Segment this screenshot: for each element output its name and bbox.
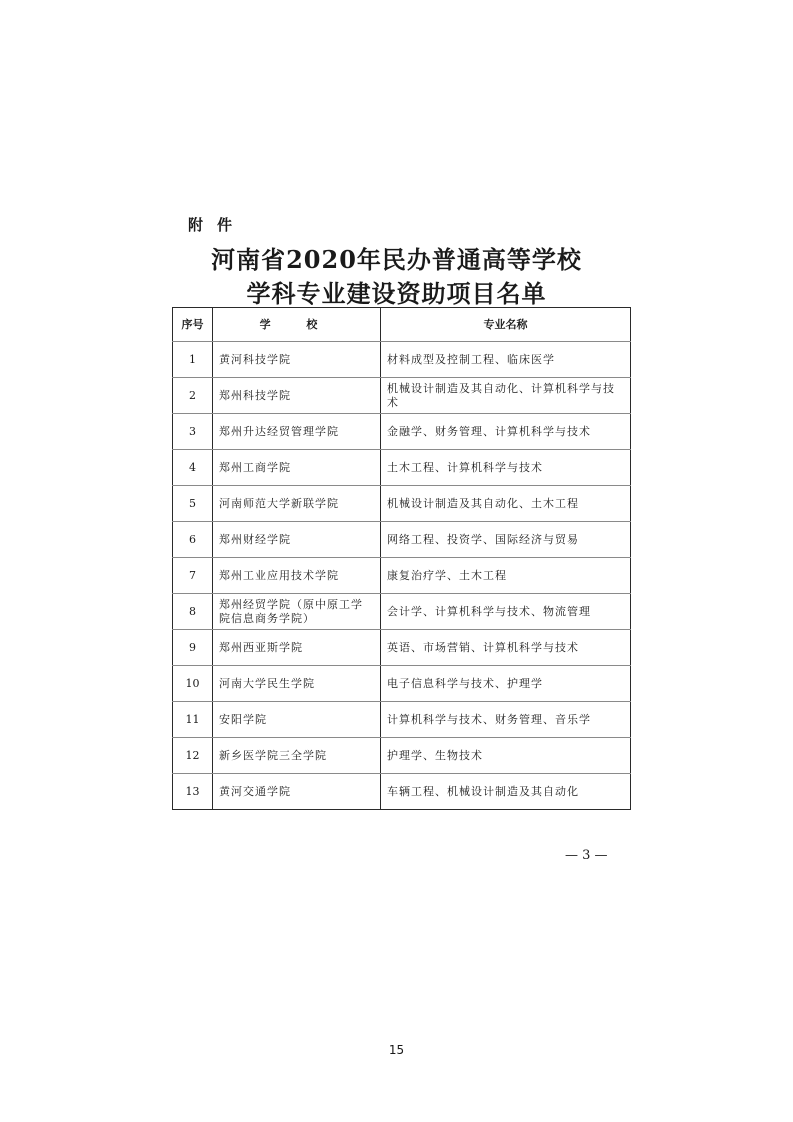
document-title-line-1: 河南省2020年民办普通高等学校 <box>211 245 582 274</box>
row-number-cell: 7 <box>173 558 213 594</box>
school-name-cell: 郑州西亚斯学院 <box>213 630 381 666</box>
table-row <box>173 594 631 630</box>
page-marker: — 3 — <box>565 848 608 863</box>
school-name-cell: 黄河科技学院 <box>213 342 381 378</box>
row-number-cell: 9 <box>173 630 213 666</box>
table-row <box>173 522 631 558</box>
table-header-row <box>173 308 631 342</box>
row-number-cell: 13 <box>173 774 213 810</box>
row-number-cell: 10 <box>173 666 213 702</box>
school-name-cell: 郑州经贸学院（原中原工学院信息商务学院） <box>213 594 381 630</box>
table-row <box>173 558 631 594</box>
row-number-cell: 11 <box>173 702 213 738</box>
row-number-cell: 6 <box>173 522 213 558</box>
school-name-cell: 郑州科技学院 <box>213 378 381 414</box>
school-name-cell: 郑州工商学院 <box>213 450 381 486</box>
row-number-cell: 8 <box>173 594 213 630</box>
row-number-cell: 1 <box>173 342 213 378</box>
row-number-cell: 2 <box>173 378 213 414</box>
table-body <box>173 342 631 810</box>
table-row <box>173 486 631 522</box>
majors-cell: 康复治疗学、土木工程 <box>381 558 631 594</box>
majors-cell: 电子信息科学与技术、护理学 <box>381 666 631 702</box>
majors-cell: 机械设计制造及其自动化、土木工程 <box>381 486 631 522</box>
row-number-cell: 5 <box>173 486 213 522</box>
column-header-majors: 专业名称 <box>381 308 631 342</box>
document-title-line-2: 学科专业建设资助项目名单 <box>246 279 547 308</box>
majors-cell: 材料成型及控制工程、临床医学 <box>381 342 631 378</box>
majors-cell: 会计学、计算机科学与技术、物流管理 <box>381 594 631 630</box>
school-name-cell: 河南大学民生学院 <box>213 666 381 702</box>
school-name-cell: 安阳学院 <box>213 702 381 738</box>
majors-cell: 网络工程、投资学、国际经济与贸易 <box>381 522 631 558</box>
majors-cell: 机械设计制造及其自动化、计算机科学与技术 <box>381 378 631 414</box>
majors-cell: 金融学、财务管理、计算机科学与技术 <box>381 414 631 450</box>
majors-cell: 土木工程、计算机科学与技术 <box>381 450 631 486</box>
school-name-cell: 河南师范大学新联学院 <box>213 486 381 522</box>
row-number-cell: 3 <box>173 414 213 450</box>
table-row <box>173 450 631 486</box>
table-row <box>173 342 631 378</box>
row-number-cell: 12 <box>173 738 213 774</box>
majors-cell: 护理学、生物技术 <box>381 738 631 774</box>
table-row <box>173 774 631 810</box>
funding-project-table <box>172 307 631 810</box>
row-number-cell: 4 <box>173 450 213 486</box>
page-number: 15 <box>388 1043 405 1057</box>
column-header-number: 序号 <box>173 308 213 342</box>
majors-cell: 车辆工程、机械设计制造及其自动化 <box>381 774 631 810</box>
column-header-school: 学 校 <box>213 308 381 342</box>
school-name-cell: 郑州财经学院 <box>213 522 381 558</box>
table-row <box>173 414 631 450</box>
school-name-cell: 新乡医学院三全学院 <box>213 738 381 774</box>
table-row <box>173 666 631 702</box>
school-name-cell: 黄河交通学院 <box>213 774 381 810</box>
school-name-cell: 郑州工业应用技术学院 <box>213 558 381 594</box>
school-name-cell: 郑州升达经贸管理学院 <box>213 414 381 450</box>
majors-cell: 计算机科学与技术、财务管理、音乐学 <box>381 702 631 738</box>
attachment-label: 附件 <box>188 216 247 234</box>
majors-cell: 英语、市场营销、计算机科学与技术 <box>381 630 631 666</box>
table-row <box>173 630 631 666</box>
table-row <box>173 702 631 738</box>
project-list-table <box>172 307 631 810</box>
table-row <box>173 738 631 774</box>
table-row <box>173 378 631 414</box>
